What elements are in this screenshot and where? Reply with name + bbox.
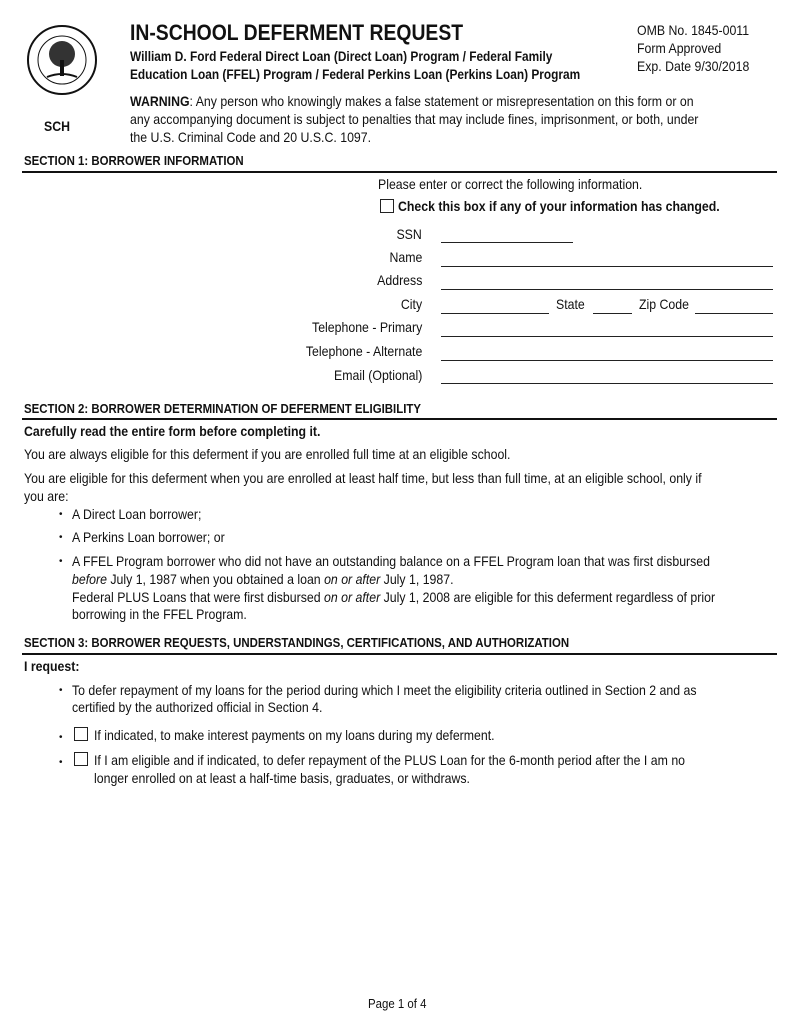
expiration-date: Exp. Date 9/30/2018 [637, 58, 750, 74]
seal-tree-icon [29, 27, 95, 93]
divider [22, 653, 777, 655]
zip-field[interactable] [695, 313, 773, 314]
ssn-field[interactable] [441, 242, 573, 243]
email-field[interactable] [441, 383, 773, 384]
omb-number: OMB No. 1845-0011 [637, 22, 750, 38]
state-field[interactable] [593, 313, 632, 314]
bullet-icon: • [59, 732, 63, 743]
request-item: If I am eligible and if indicated, to defer repayment of the PLUS Loan for the 6-month period after the I am no [94, 752, 686, 768]
warning-line: the U.S. Criminal Code and 20 U.S.C. 1097. [130, 129, 372, 145]
divider [22, 418, 777, 420]
request-item: certified by the authorized official in Section 4. [72, 699, 323, 715]
bullet-icon: • [59, 757, 63, 768]
plus-loan-deferment-checkbox[interactable] [74, 752, 88, 766]
eligibility-bullet: A Direct Loan borrower; [72, 506, 202, 522]
department-of-education-seal [27, 25, 97, 95]
name-field[interactable] [441, 266, 773, 267]
eligibility-bullet-cont: borrowing in the FFEL Program. [72, 606, 247, 622]
emphasis: on or after [324, 589, 381, 605]
info-changed-label: Check this box if any of your information has changed. [398, 198, 720, 214]
request-item: longer enrolled on at least a half-time basis, graduates, or withdraws. [94, 770, 470, 786]
request-label: I request: [24, 658, 80, 674]
ssn-label: SSN [396, 226, 422, 242]
phone-alternate-field[interactable] [441, 360, 773, 361]
city-label: City [400, 296, 422, 312]
bullet-icon: • [59, 685, 63, 696]
section1-heading: SECTION 1: BORROWER INFORMATION [24, 153, 244, 168]
section2-intro: Carefully read the entire form before completing it. [24, 423, 321, 439]
text: July 1, 2008 are eligible for this deferment regardless of prior [380, 589, 716, 605]
address-label: Address [376, 272, 422, 288]
text: July 1, 1987 when you obtained a loan [106, 571, 325, 587]
eligibility-bullet: A FFEL Program borrower who did not have an outstanding balance on a FFEL Program loan that was first disbursed [72, 553, 711, 569]
page-number: Page 1 of 4 [368, 996, 427, 1011]
emphasis: before [72, 571, 107, 587]
name-label: Name [389, 249, 422, 265]
email-label: Email (Optional) [333, 367, 422, 383]
text: July 1, 1987. [380, 571, 454, 587]
request-item: To defer repayment of my loans for the period during which I meet the eligibility criteria outlined in Section 2 and as [72, 682, 697, 698]
state-label: State [556, 296, 585, 312]
eligibility-bullet-cont [72, 571, 454, 588]
page-title: IN-SCHOOL DEFERMENT REQUEST [130, 20, 464, 45]
warning-text [130, 93, 694, 110]
section3-heading: SECTION 3: BORROWER REQUESTS, UNDERSTANDINGS, CERTIFICATIONS, AND AUTHORIZATION [24, 635, 570, 650]
section2-paragraph: You are eligible for this deferment when you are enrolled at least half time, but less than full time, at an eligible school, only if [24, 470, 702, 486]
form-approved: Form Approved [637, 40, 722, 56]
section1-instruction: Please enter or correct the following information. [378, 176, 643, 192]
info-changed-checkbox[interactable] [380, 199, 394, 213]
city-field[interactable] [441, 313, 549, 314]
section2-paragraph: You are always eligible for this deferment if you are enrolled full time at an eligible school. [24, 446, 511, 462]
eligibility-bullet: A Perkins Loan borrower; or [72, 529, 225, 545]
zip-label: Zip Code [639, 296, 689, 312]
warning-label: WARNING [130, 93, 190, 109]
divider [22, 171, 777, 173]
bullet-icon: • [59, 556, 63, 567]
eligibility-bullet-cont [72, 589, 715, 606]
warning-line: any accompanying document is subject to penalties that may include fines, imprisonment, or both, under [130, 111, 699, 127]
form-code: SCH [44, 118, 71, 134]
section2-heading: SECTION 2: BORROWER DETERMINATION OF DEFERMENT ELIGIBILITY [24, 401, 422, 416]
subtitle-line: Education Loan (FFEL) Program / Federal Perkins Loan (Perkins Loan) Program [130, 67, 581, 82]
warning-line: : Any person who knowingly makes a false statement or misrepresentation on this form or on [189, 93, 694, 109]
phone-primary-label: Telephone - Primary [311, 319, 422, 335]
bullet-icon: • [59, 532, 63, 543]
emphasis: on or after [324, 571, 381, 587]
request-item: If indicated, to make interest payments on my loans during my deferment. [94, 727, 495, 743]
phone-primary-field[interactable] [441, 336, 773, 337]
text: Federal PLUS Loans that were first disbursed [72, 589, 325, 605]
subtitle-line: William D. Ford Federal Direct Loan (Direct Loan) Program / Federal Family [130, 49, 553, 64]
interest-payments-checkbox[interactable] [74, 727, 88, 741]
address-field[interactable] [441, 289, 773, 290]
section2-paragraph: you are: [24, 488, 69, 504]
phone-alternate-label: Telephone - Alternate [305, 343, 422, 359]
bullet-icon: • [59, 509, 63, 520]
